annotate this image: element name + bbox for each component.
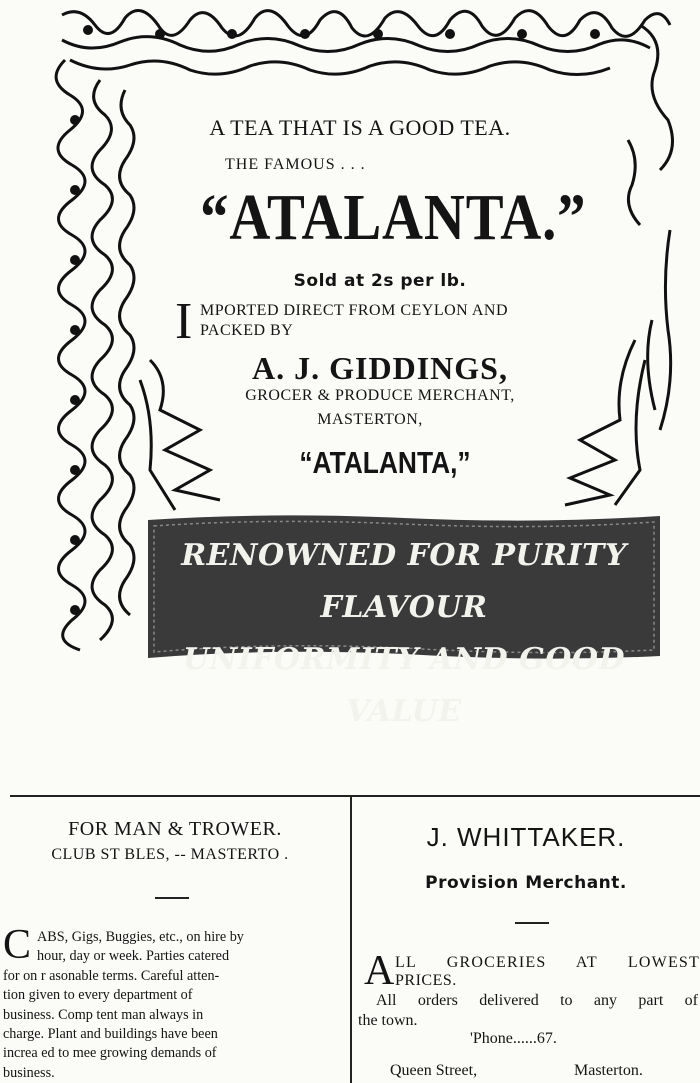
forman-title: FOR MAN & TROWER. (68, 818, 282, 840)
body-line: for on r asonable terms. Careful atten- (3, 967, 220, 984)
slogan-line-2: UNIFORMITY AND GOOD VALUE (183, 642, 625, 729)
section-rule (10, 795, 700, 797)
whittaker-rule (515, 922, 549, 924)
whittaker-title: J. WHITTAKER. (426, 822, 626, 852)
price-line: Sold at 2s per lb. (293, 271, 467, 291)
whittaker-line-2: PRICES. (395, 972, 457, 989)
whittaker-line-3: All orders delivered to any part of (376, 992, 698, 1009)
body-line: hour, day or week. Parties catered (37, 948, 230, 965)
merchant-name: A. J. GIDDINGS, (252, 350, 508, 386)
whittaker-subtitle: Provision Merchant. (425, 873, 627, 893)
merchant-trade: GROCER & PRODUCE MERCHANT, (245, 387, 515, 404)
body-line: business. (3, 1064, 55, 1081)
body-line: business. Comp tent man always in (3, 1006, 204, 1023)
body-line: ABS, Gigs, Buggies, etc., on hire by (37, 929, 244, 945)
whittaker-street: Queen Street, (390, 1062, 478, 1079)
whittaker-line-4: the town. (358, 1012, 418, 1029)
body-line: tion given to every department of (3, 987, 193, 1004)
forman-rule (155, 897, 189, 899)
slogan-line-1: RENOWNED FOR PURITY FLAVOUR (181, 538, 627, 625)
whittaker-town: Masterton. (574, 1062, 643, 1079)
brand-repeat: “ATALANTA,” (299, 445, 471, 480)
forman-subtitle: CLUB ST BLES, -- MASTERTO . (51, 846, 289, 863)
forman-dropcap: C (3, 922, 32, 968)
body-line: increa ed to mee growing demands of (3, 1045, 217, 1062)
slogan-text (148, 530, 660, 738)
ad-intro: THE FAMOUS . . . (225, 156, 366, 173)
body-line: charge. Plant and buildings have been (3, 1026, 218, 1043)
merchant-town: MASTERTON, (317, 411, 423, 428)
import-dropcap: I (175, 293, 193, 350)
import-line-2: PACKED BY (200, 322, 294, 339)
whittaker-phone: 'Phone......67. (470, 1030, 557, 1047)
import-line-1: MPORTED DIRECT FROM CEYLON AND (200, 302, 508, 319)
ad-headline: A TEA THAT IS A GOOD TEA. (209, 115, 511, 140)
whittaker-line-1: LL GROCERIES AT LOWEST (395, 954, 700, 971)
brand-name: “ATALANTA.” (200, 181, 587, 254)
whittaker-dropcap: A (364, 948, 395, 994)
forman-body (3, 928, 340, 1083)
